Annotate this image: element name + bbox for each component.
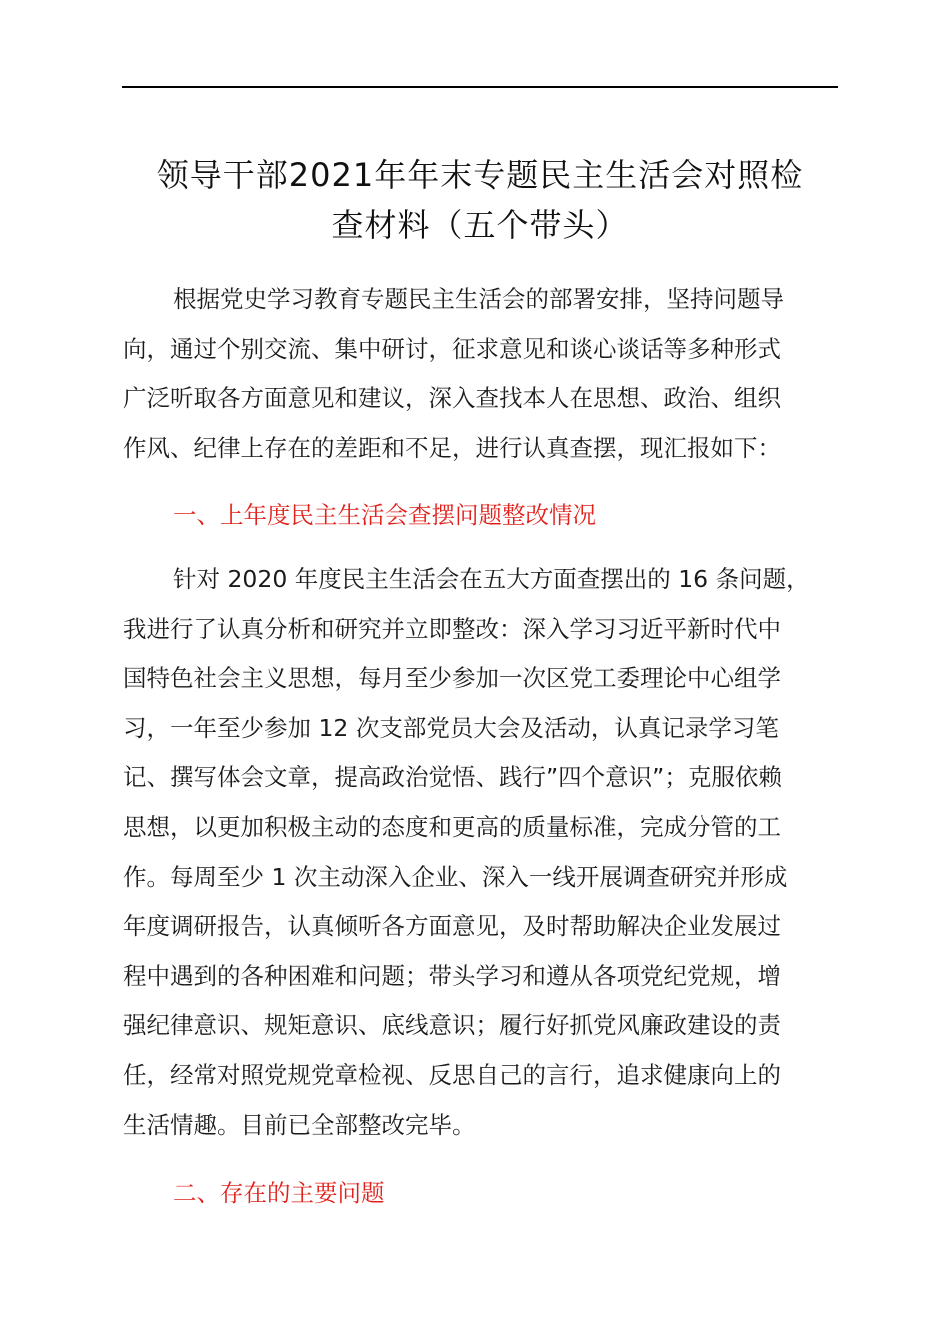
section-1-line: 程中遇到的各种困难和问题；带头学习和遵从各项党纪党规，增 — [123, 961, 781, 990]
section-1-line: 作。每周至少 1 次主动深入企业、深入一线开展调查研究并形成 — [123, 862, 788, 891]
section-1-line: 年度调研报告，认真倾听各方面意见，及时帮助解决企业发展过 — [123, 912, 781, 941]
intro-paragraph — [123, 275, 839, 473]
section-1-paragraph — [123, 555, 839, 1150]
intro-line: 向，通过个别交流、集中研讨，征求意见和谈心谈话等多种形式 — [123, 334, 781, 363]
section-1-line: 任，经常对照党规党章检视、反思自己的言行，追求健康向上的 — [123, 1060, 781, 1089]
section-1-heading: 一、上年度民主生活会查摆问题整改情况 — [173, 501, 596, 529]
title-line-1: 领导干部2021年年末专题民主生活会对照检 — [156, 156, 804, 194]
intro-line: 广泛听取各方面意见和建议，深入查找本人在思想、政治、组织 — [123, 384, 781, 413]
intro-line: 根据党史学习教育专题民主生活会的部署安排，坚持问题导 — [173, 285, 784, 313]
section-1-line: 习，一年至少参加 12 次支部党员大会及活动，认真记录学习笔 — [123, 713, 779, 742]
section-1-line: 思想，以更加积极主动的态度和更高的质量标准，完成分管的工 — [123, 812, 781, 841]
section-1-line: 生活情趣。目前已全部整改完毕。 — [123, 1110, 476, 1139]
header-rule — [122, 86, 838, 88]
section-2-heading: 二、存在的主要问题 — [173, 1179, 385, 1207]
section-1-line: 国特色社会主义思想，每月至少参加一次区党工委理论中心组学 — [123, 664, 781, 693]
section-1-line: 我进行了认真分析和研究并立即整改：深入学习习近平新时代中 — [123, 614, 781, 643]
title-line-2: 查材料（五个带头） — [331, 206, 629, 244]
section-1-line: 记、撰写体会文章，提高政治觉悟、践行”四个意识”；克服依赖 — [123, 763, 782, 792]
section-1-line: 针对 2020 年度民主生活会在五大方面查摆出的 16 条问题， — [173, 565, 810, 593]
section-1-line: 强纪律意识、规矩意识、底线意识；履行好抓党风廉政建设的责 — [123, 1011, 781, 1040]
document-title — [110, 150, 850, 250]
intro-line: 作风、纪律上存在的差距和不足，进行认真查摆，现汇报如下： — [123, 433, 781, 462]
